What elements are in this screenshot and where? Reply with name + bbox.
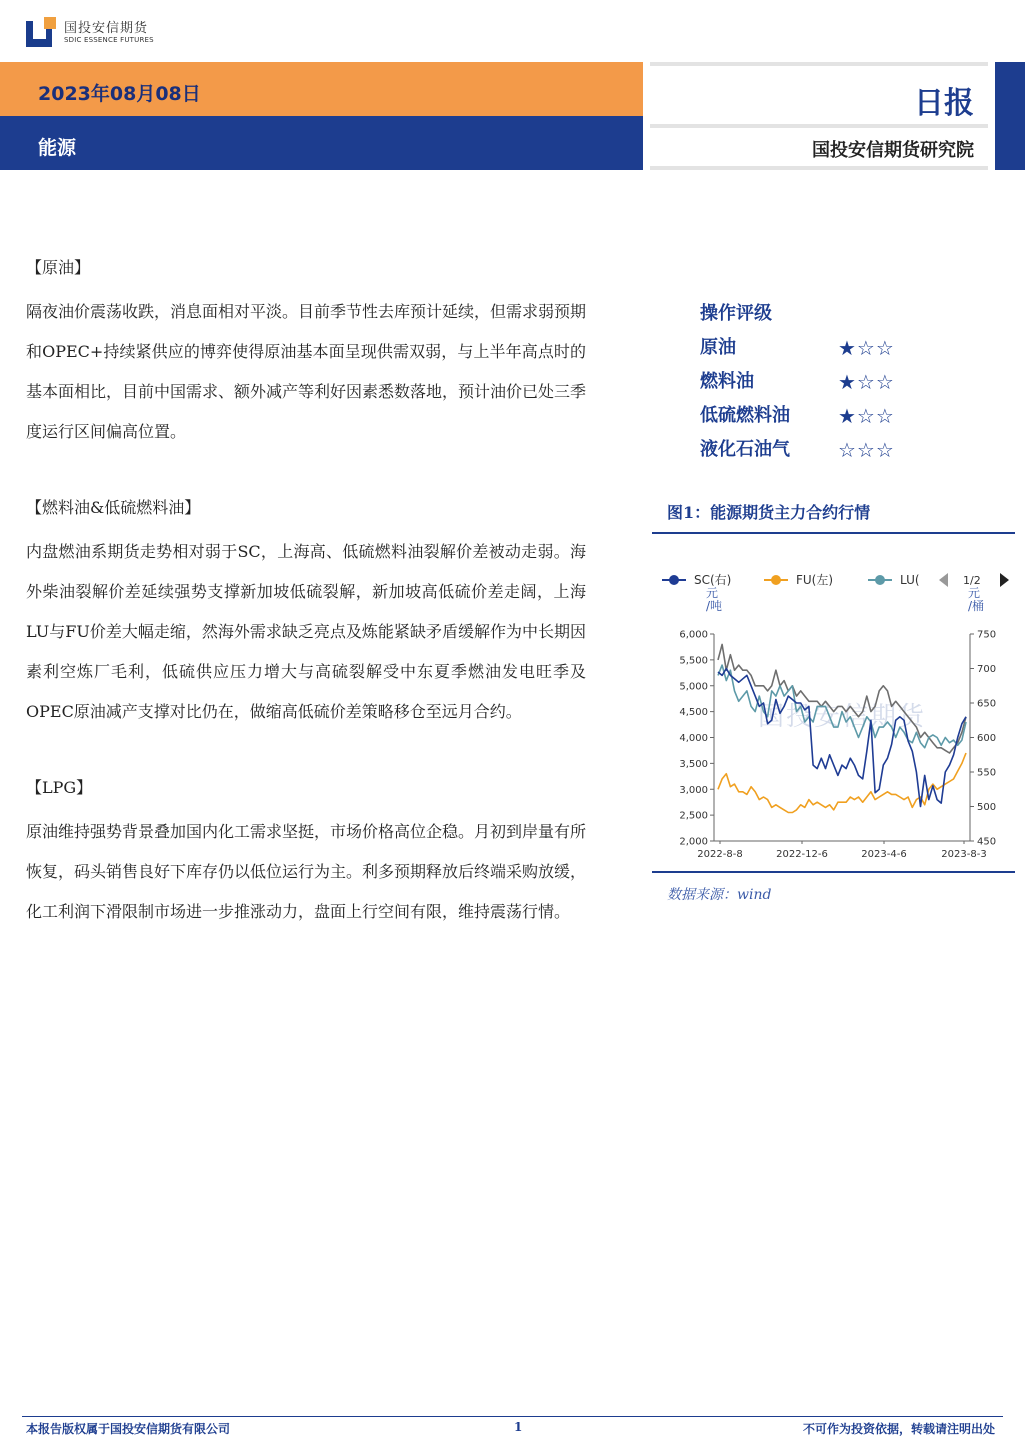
- section-lpg: [26, 772, 586, 932]
- series-line: [718, 753, 966, 813]
- figure-rule-bottom: [652, 871, 1015, 873]
- date-band: [0, 62, 643, 116]
- sector-band: [0, 116, 643, 170]
- legend-marker: [669, 575, 679, 585]
- y-left-tick-label: 2,500: [679, 810, 708, 822]
- rating-name: 低硫燃料油: [700, 405, 790, 426]
- section-title: 【LPG】: [26, 778, 93, 797]
- y-left-tick-label: 2,000: [679, 836, 708, 848]
- section-title: 【原油】: [26, 258, 91, 277]
- rating-title: 操作评级: [700, 303, 772, 324]
- legend-marker: [771, 575, 781, 585]
- y-right-tick-label: 450: [977, 836, 997, 848]
- y-right-tick-label: 700: [977, 664, 997, 675]
- y-right-tick-label: 550: [977, 767, 997, 779]
- footer-disclaimer: 不可作为投资依据，转载请注明出处: [802, 1422, 995, 1436]
- x-tick-label: 2022-8-8: [697, 849, 743, 860]
- operation-rating: [700, 299, 930, 469]
- y-left-tick-label: 4,500: [679, 707, 708, 719]
- chart-watermark: 国投安信期货: [757, 702, 927, 732]
- y-right-tick-label: 650: [977, 698, 997, 710]
- rating-name: 液化石油气: [700, 439, 790, 460]
- footer-rule: [22, 1416, 1003, 1417]
- logo-name-cn: 国投安信期货: [64, 21, 149, 36]
- x-tick-label: 2023-4-6: [861, 849, 907, 860]
- y-left-unit-label: 元: [706, 586, 719, 600]
- report-type: 日报: [914, 86, 974, 121]
- rating-stars: ★☆☆: [838, 370, 895, 394]
- section-paragraph: 内盘燃油系期货走势相对弱于SC，上海高、低硫燃料油裂解价差被动走弱。海外柴油裂解价差延续强势支撑新加坡低硫裂解，新加坡高低硫价差走阔，上海LU与FU价差大幅走缩，然海外需求缺乏亮点及炼能紧缺矛盾缓解作为中长期因素利空炼厂毛利，低硫供应压力增大与高硫裂解受中东夏季燃油发电旺季及OPEC原油减产支撑对比仍在，做缩高低硫价差策略移仓至远月合约。: [26, 542, 586, 721]
- section-paragraph: 原油维持强势背景叠加国内化工需求坚挺，市场价格高位企稳。月初到岸量有所恢复，码头销售良好下库存仍以低位运行为主。利多预期释放后终端采购放缓，化工利润下滑限制市场进一步推涨动力，盘面上行空间有限，维持震荡行情。: [26, 822, 587, 921]
- header-right: [650, 62, 988, 170]
- rating-row: [700, 333, 930, 367]
- rating-row: [700, 367, 930, 401]
- data-source: 数据来源：wind: [667, 887, 772, 903]
- rating-stars: ☆☆☆: [838, 438, 895, 462]
- futures-price-chart: [652, 560, 1015, 870]
- y-left-tick-label: 5,000: [679, 681, 708, 693]
- x-tick-label: 2023-8-3: [941, 849, 987, 860]
- rating-name: 原油: [700, 337, 736, 358]
- header-edge-decor: [995, 62, 1025, 170]
- report-body: [26, 252, 586, 972]
- y-left-tick-label: 3,500: [679, 758, 708, 770]
- rating-row: [700, 401, 930, 435]
- section-title: 【燃料油&低硫燃料油】: [26, 498, 201, 517]
- x-tick-label: 2022-12-6: [776, 849, 828, 860]
- legend-page-label: 1/2: [963, 574, 981, 587]
- report-sector: 能源: [38, 137, 77, 159]
- company-logo: [26, 16, 154, 50]
- page-number: 1: [514, 1420, 523, 1434]
- legend-label: SC(右): [694, 573, 732, 587]
- legend-next-icon: [1000, 573, 1009, 587]
- logo-name-en: SDIC ESSENCE FUTURES: [64, 36, 154, 44]
- institute-name: 国投安信期货研究院: [812, 140, 974, 161]
- figure-rule-top: [652, 532, 1015, 534]
- y-left-tick-label: 3,000: [679, 784, 708, 796]
- section-fuel-oil: [26, 492, 586, 732]
- y-left-tick-label: 5,500: [679, 655, 708, 667]
- rating-row: [700, 435, 930, 469]
- y-left-unit-label: /吨: [706, 599, 723, 613]
- rating-stars: ★☆☆: [838, 404, 895, 428]
- legend-marker: [875, 575, 885, 585]
- logo-mark-icon: [26, 17, 58, 49]
- section-paragraph: 隔夜油价震荡收跌，消息面相对平淡。目前季节性去库预计延续，但需求弱预期和OPEC+持续紧供应的博弈使得原油基本面呈现供需双弱，与上半年高点时的基本面相比，目前中国需求、额外减产等利好因素悉数落地，预计油价已处三季度运行区间偏高位置。: [26, 302, 587, 441]
- y-right-tick-label: 500: [977, 802, 997, 813]
- figure-title: 图1：能源期货主力合约行情: [667, 503, 871, 522]
- y-right-tick-label: 600: [977, 733, 997, 744]
- y-right-unit-label: /桶: [968, 599, 985, 613]
- y-left-tick-label: 6,000: [679, 629, 708, 641]
- legend-label: LU(: [900, 573, 920, 587]
- legend-label: FU(左): [796, 573, 834, 587]
- y-right-unit-label: 元: [968, 586, 981, 600]
- section-crude-oil: [26, 252, 586, 452]
- legend-prev-icon: [939, 573, 948, 587]
- footer-copyright: 本报告版权属于国投安信期货有限公司: [26, 1422, 231, 1436]
- y-left-tick-label: 4,000: [679, 733, 708, 744]
- rating-name: 燃料油: [700, 371, 754, 392]
- report-date: 2023年08月08日: [38, 83, 201, 105]
- y-right-tick-label: 750: [977, 629, 997, 641]
- rating-stars: ★☆☆: [838, 336, 895, 360]
